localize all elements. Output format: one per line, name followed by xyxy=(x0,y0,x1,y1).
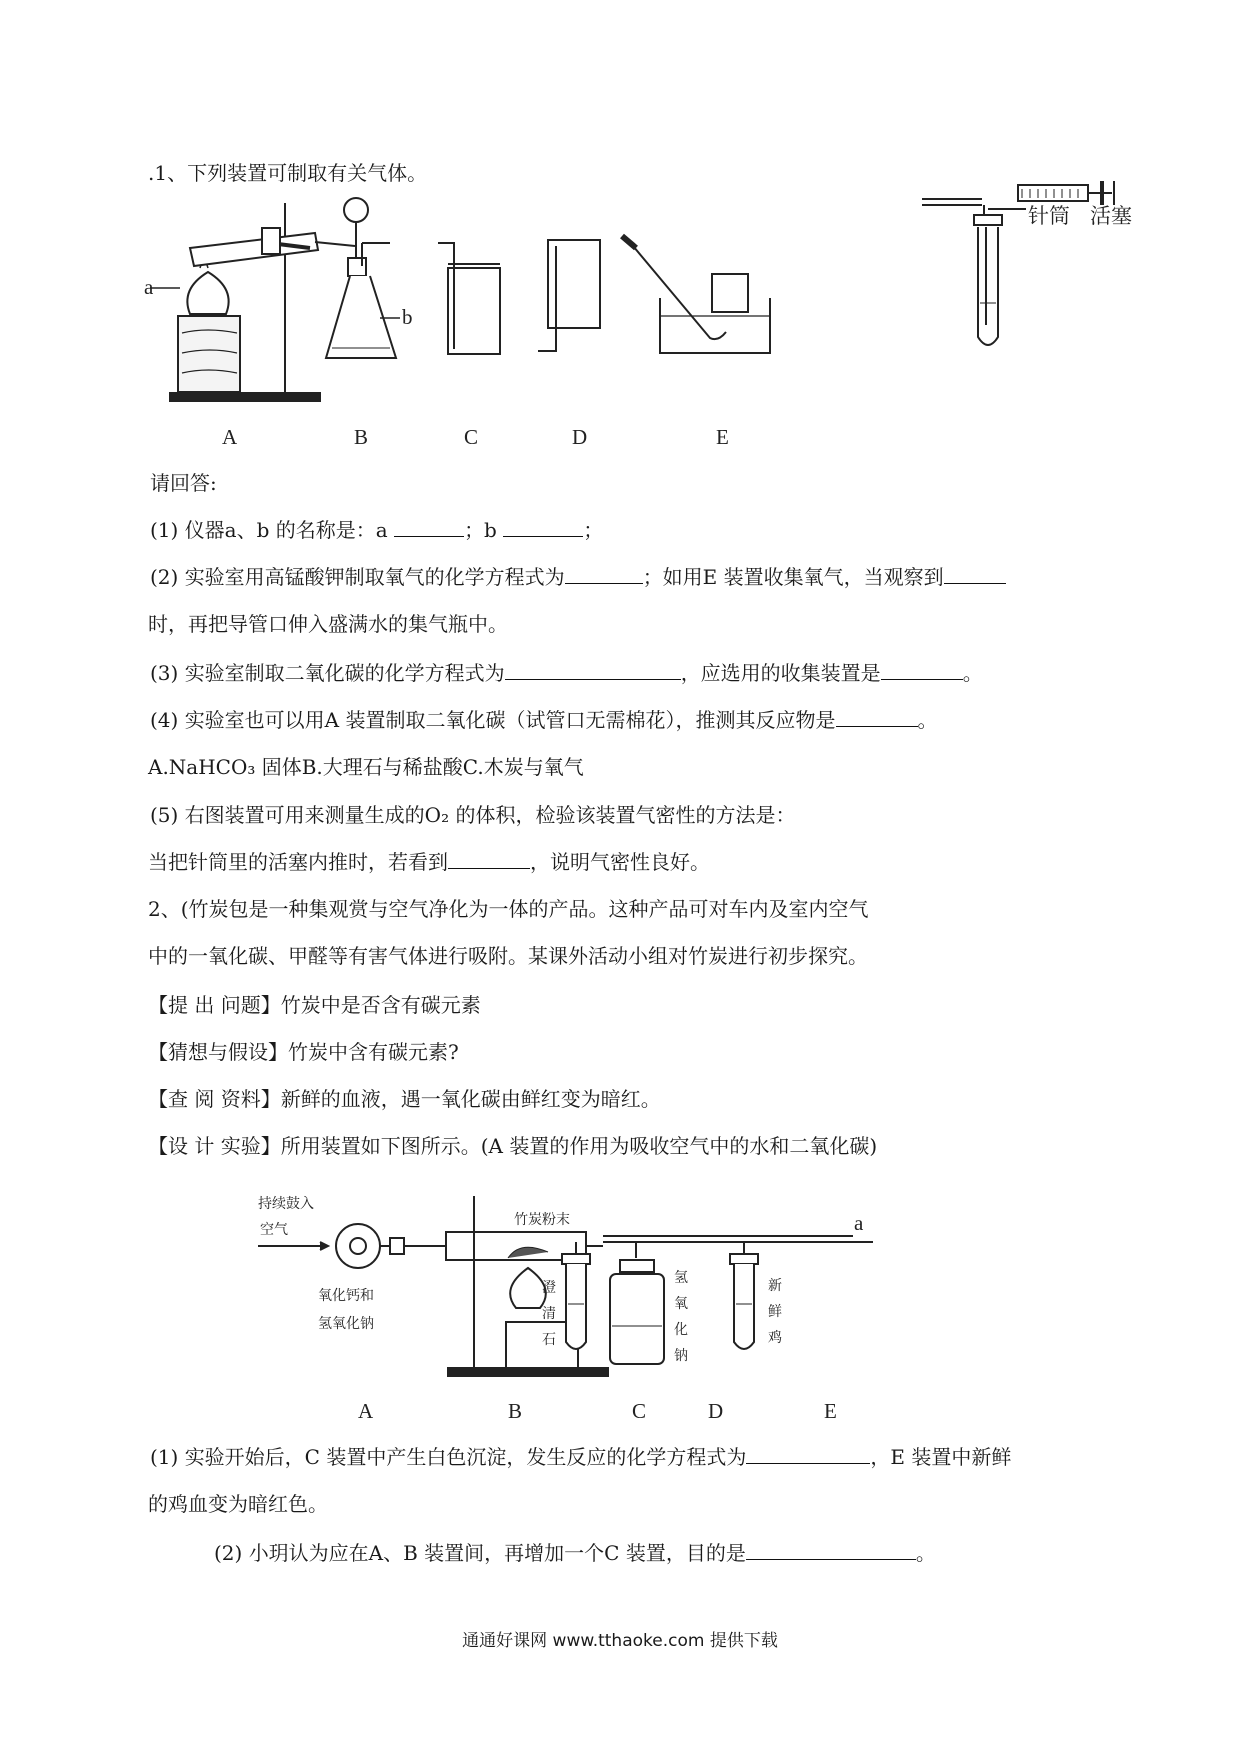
limewater-label-3: 石 xyxy=(542,1332,556,1348)
q1-part4-pre: (4) 实验室也可以用A 装置制取二氧化碳（试管口无需棉花），推测其反应物是 xyxy=(150,708,836,732)
q2-apparatus-figure xyxy=(258,1196,878,1426)
q1-part2-pre: (2) 实验室用高锰酸钾制取氧气的化学方程式为 xyxy=(150,565,565,589)
q1-part1-mid: ；b xyxy=(464,518,497,542)
q1-apparatus-figure xyxy=(144,198,850,449)
q2-section-hypothesis: 【猜想与假设】竹炭中含有碳元素? xyxy=(148,1040,459,1064)
answer-blank-b[interactable] xyxy=(503,518,583,537)
q1-part3-pre: (3) 实验室制取二氧化碳的化学方程式为 xyxy=(150,661,505,685)
fig1-label-E: E xyxy=(716,425,729,449)
q1-part3-mid: ，应选用的收集装置是 xyxy=(680,661,881,685)
q1-part1-pre: (1) 仪器a、b 的名称是：a xyxy=(150,518,388,542)
q2-apparatus-d xyxy=(610,1242,664,1364)
label-b: b xyxy=(402,305,413,329)
syringe-svg xyxy=(922,185,1152,365)
q2-section-reference: 【查 阅 资料】新鲜的血液，遇一氧化碳由鲜红变为暗红。 xyxy=(148,1087,661,1111)
q2-apparatus-e xyxy=(730,1242,758,1349)
q2-answer1 xyxy=(150,1444,1011,1470)
answer-blank-purpose[interactable] xyxy=(746,1541,916,1560)
q1-part1 xyxy=(150,517,603,543)
answer-blank-observe[interactable] xyxy=(944,565,1006,584)
q1-prompt: 请回答: xyxy=(150,471,217,495)
q1-part5b-end: ，说明气密性良好。 xyxy=(530,850,710,874)
q1-part4-options: A.NaHCO₃ 固体B.大理石与稀盐酸C.木炭与氧气 xyxy=(148,755,584,779)
q1-part5: (5) 右图装置可用来测量生成的O₂ 的体积，检验该装置气密性的方法是： xyxy=(150,803,796,827)
fig1-label-C: C xyxy=(464,425,479,449)
q1-title: .1、下列装置可制取有关气体。 xyxy=(148,161,428,185)
fig2-label-C: C xyxy=(632,1399,647,1423)
answer-blank-co2-eq[interactable] xyxy=(505,661,681,680)
q1-part3-end: 。 xyxy=(962,661,983,685)
fig2-label-D: D xyxy=(708,1399,724,1423)
q2-answer2-pre: (2) 小玥认为应在A、B 装置间，再增加一个C 装置，目的是 xyxy=(214,1541,746,1565)
apparatus-c xyxy=(438,243,500,354)
answer-blank-reactant[interactable] xyxy=(836,708,918,727)
air-label: 空气 xyxy=(260,1222,288,1238)
label-a: a xyxy=(144,275,154,299)
q2-answer1-cont: 的鸡血变为暗红色。 xyxy=(148,1492,328,1516)
q2-apparatus-c xyxy=(562,1242,590,1349)
answer-blank-c-eq[interactable] xyxy=(746,1445,870,1464)
apparatus-e xyxy=(622,236,770,353)
limewater-label-2: 清 xyxy=(542,1306,556,1322)
q1-part4-end: 。 xyxy=(917,708,938,732)
q1-part5b xyxy=(148,849,710,875)
syringe-label: 针筒 xyxy=(1028,204,1070,228)
blood-label-1: 新 xyxy=(768,1278,782,1294)
q2-apparatus-svg xyxy=(258,1196,878,1426)
outlet-label: a xyxy=(854,1211,864,1235)
fig2-label-E: E xyxy=(824,1399,837,1423)
air-in-label: 持续鼓入 xyxy=(258,1196,314,1212)
apparatus-a xyxy=(150,203,355,401)
answer-blank-a[interactable] xyxy=(394,518,464,537)
blood-label-2: 鲜 xyxy=(768,1304,782,1320)
q2-section-design: 【设 计 实验】所用装置如下图所示。(A 装置的作用为吸收空气中的水和二氧化碳) xyxy=(148,1134,878,1158)
fig1-label-B: B xyxy=(354,425,369,449)
naoh-label-4: 钠 xyxy=(674,1348,688,1364)
charcoal-label: 竹炭粉末 xyxy=(514,1212,570,1228)
q1-part2 xyxy=(150,564,1006,590)
q1-part2-cont: 时，再把导管口伸入盛满水的集气瓶中。 xyxy=(148,612,508,636)
q1-part4 xyxy=(150,707,938,733)
page-footer: 通通好课网 www.tthaoke.com 提供下载 xyxy=(462,1631,778,1651)
q2-section-question: 【提 出 问题】竹炭中是否含有碳元素 xyxy=(148,993,481,1017)
fig2-label-B: B xyxy=(508,1399,523,1423)
q2-answer1-mid: ，E 装置中新鲜 xyxy=(870,1445,1012,1469)
blood-label-3: 鸡 xyxy=(768,1330,782,1346)
naoh-label-2: 氧 xyxy=(674,1296,688,1312)
q1-apparatus-svg xyxy=(144,198,850,449)
q2-intro1: 2、(竹炭包是一种集观赏与空气净化为一体的产品。这种产品可对车内及室内空气 xyxy=(148,897,869,921)
q2-answer1-pre: (1) 实验开始后，C 装置中产生白色沉淀，发生反应的化学方程式为 xyxy=(150,1445,747,1469)
cao-label-2: 氢氧化钠 xyxy=(318,1316,374,1332)
piston-label: 活塞 xyxy=(1090,204,1132,228)
apparatus-b xyxy=(326,198,400,358)
q2-answer2 xyxy=(214,1540,936,1566)
naoh-label-3: 化 xyxy=(674,1322,688,1338)
fig1-label-D: D xyxy=(572,425,588,449)
q2-answer2-end: 。 xyxy=(915,1541,936,1565)
answer-blank-airtight[interactable] xyxy=(448,850,530,869)
cao-label-1: 氧化钙和 xyxy=(318,1288,374,1304)
limewater-label-1: 澄 xyxy=(542,1280,556,1296)
answer-blank-collect[interactable] xyxy=(881,661,963,680)
fig1-label-A: A xyxy=(222,425,238,449)
fig2-label-A: A xyxy=(358,1399,374,1423)
q1-part3 xyxy=(150,660,983,686)
apparatus-d xyxy=(538,240,600,351)
q1-part2-mid: ；如用E 装置收集氧气，当观察到 xyxy=(642,565,944,589)
q1-part1-end: ； xyxy=(583,518,604,542)
q1-part5b-pre: 当把针筒里的活塞内推时，若看到 xyxy=(148,850,448,874)
naoh-label-1: 氢 xyxy=(674,1270,688,1286)
answer-blank-kmno4[interactable] xyxy=(565,565,643,584)
syringe-figure xyxy=(922,185,1152,365)
q2-intro2: 中的一氧化碳、甲醛等有害气体进行吸附。某课外活动小组对竹炭进行初步探究。 xyxy=(148,944,868,968)
